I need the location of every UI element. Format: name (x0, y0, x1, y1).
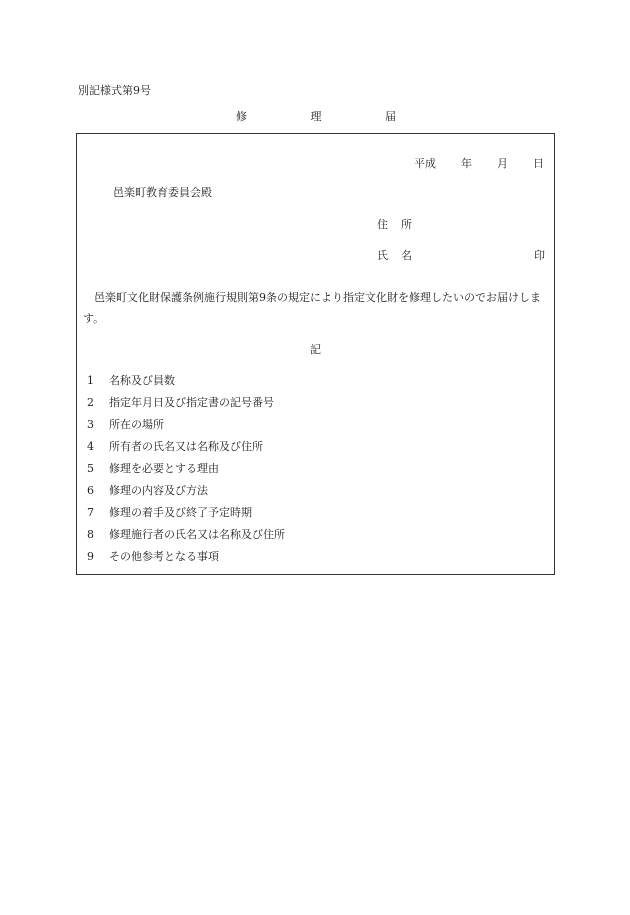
item-number: 5 (87, 462, 94, 475)
list-item (87, 528, 285, 550)
list-item (87, 506, 285, 528)
list-item (87, 484, 285, 506)
item-text: 修理施行者の氏名又は名称及び住所 (109, 528, 285, 541)
item-number: 2 (87, 396, 94, 409)
item-text: 指定年月日及び指定書の記号番号 (109, 396, 274, 409)
name-label-2: 名 (401, 249, 412, 262)
item-text: 所在の場所 (109, 418, 164, 431)
addressee: 邑楽町教育委員会殿 (113, 186, 212, 199)
item-number: 8 (87, 528, 94, 541)
item-number: 9 (87, 550, 94, 563)
list-item (87, 440, 285, 462)
date-era: 平成 (414, 157, 436, 170)
item-text: 修理の内容及び方法 (109, 484, 208, 497)
item-text: 名称及び員数 (109, 374, 175, 387)
title-char: 届 (385, 110, 396, 123)
name-label-1: 氏 (377, 249, 388, 262)
date-year: 年 (461, 157, 472, 170)
form-box (76, 133, 555, 575)
ki-heading: 記 (310, 343, 321, 356)
item-number: 6 (87, 484, 94, 497)
item-number: 1 (87, 374, 94, 387)
form-number: 別記様式第9号 (78, 84, 151, 97)
address-label-2: 所 (401, 218, 412, 231)
document-title (236, 110, 396, 124)
body-text: 邑楽町文化財保護条例施行規則第9条の規定により指定文化財を修理したいのでお届けします。 (83, 291, 541, 325)
date-month: 月 (497, 157, 508, 170)
item-text: 修理を必要とする理由 (109, 462, 219, 475)
date-day: 日 (533, 157, 544, 170)
title-char: 修 (236, 110, 247, 123)
item-text: 修理の着手及び終了予定時期 (109, 506, 252, 519)
address-label-1: 住 (377, 218, 388, 231)
item-number: 7 (87, 506, 94, 519)
item-number: 4 (87, 440, 94, 453)
item-text: 所有者の氏名又は名称及び住所 (109, 440, 263, 453)
list-item (87, 462, 285, 484)
title-char: 理 (310, 110, 322, 123)
seal-label: 印 (534, 249, 545, 262)
list-item (87, 550, 285, 572)
list-item (87, 396, 285, 418)
list-item (87, 418, 285, 440)
item-list (87, 374, 285, 572)
item-number: 3 (87, 418, 94, 431)
item-text: その他参考となる事項 (109, 550, 219, 563)
list-item (87, 374, 285, 396)
